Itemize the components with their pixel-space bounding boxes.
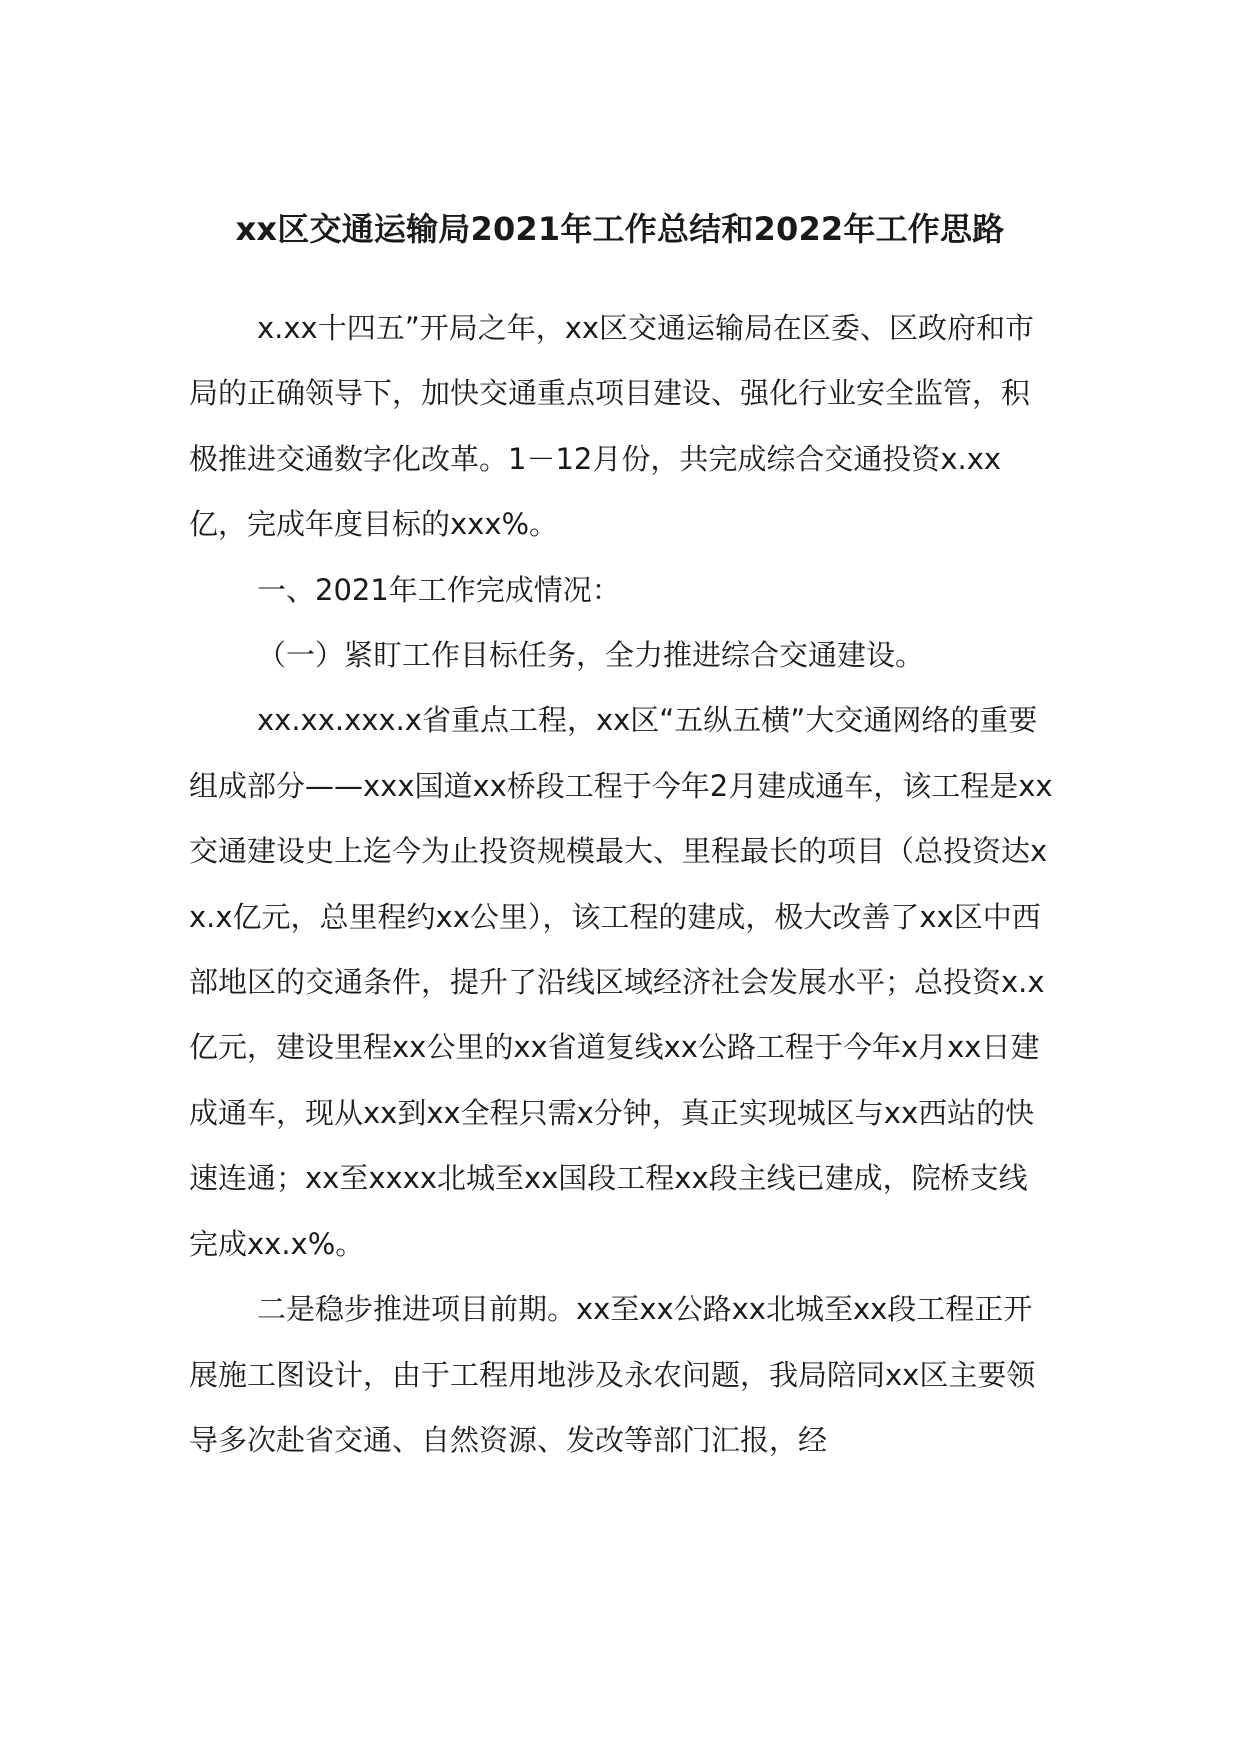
subsection-heading-1: （一）紧盯工作目标任务，全力推进综合交通建设。 xyxy=(257,638,925,673)
paragraph-project-preparation: 二是稳步推进项目前期。xx至xx公路xx北城至xx段工程正开展施工图设计，由于工程用地涉及永农问题，我局陪同xx区主要领导多次赴省交通、自然资源、发改等部门汇报，经 xyxy=(189,1292,1036,1457)
document-body xyxy=(189,296,1053,1473)
paragraph-key-projects: xx.xx.xxx.x省重点工程，xx区“五纵五横”大交通网络的重要组成部分——xxx国道xx桥段工程于今年2月建成通车，该工程是xx交通建设史上迄今为止投资规模最大、里程最长的项目（总投资达xx.x亿元，总里程约xx公里），该工程的建成，极大改善了xx区中西部地区的交通条件，提升了沿线区域经济社会发展水平；总投资x.x亿元，建设里程xx公里的xx省道复线xx公路工程于今年x月xx日建成通车，现从xx到xx全程只需x分钟，真正实现城区与xx西站的快速连通；xx至xxxx北城至xx国段工程xx段主线已建成，院桥支线完成xx.x%。 xyxy=(189,703,1053,1261)
document-title: xx区交通运输局2021年工作总结和2022年工作思路 xyxy=(235,210,1005,248)
section-heading-1: 一、2021年工作完成情况： xyxy=(257,572,621,607)
paragraph-intro: x.xx十四五”开局之年，xx区交通运输局在区委、区政府和市局的正确领导下，加快交通重点项目建设、强化行业安全监管，积极推进交通数字化改革。1－12月份，共完成综合交通投资x.xx亿，完成年度目标的xxx%。 xyxy=(189,311,1035,542)
